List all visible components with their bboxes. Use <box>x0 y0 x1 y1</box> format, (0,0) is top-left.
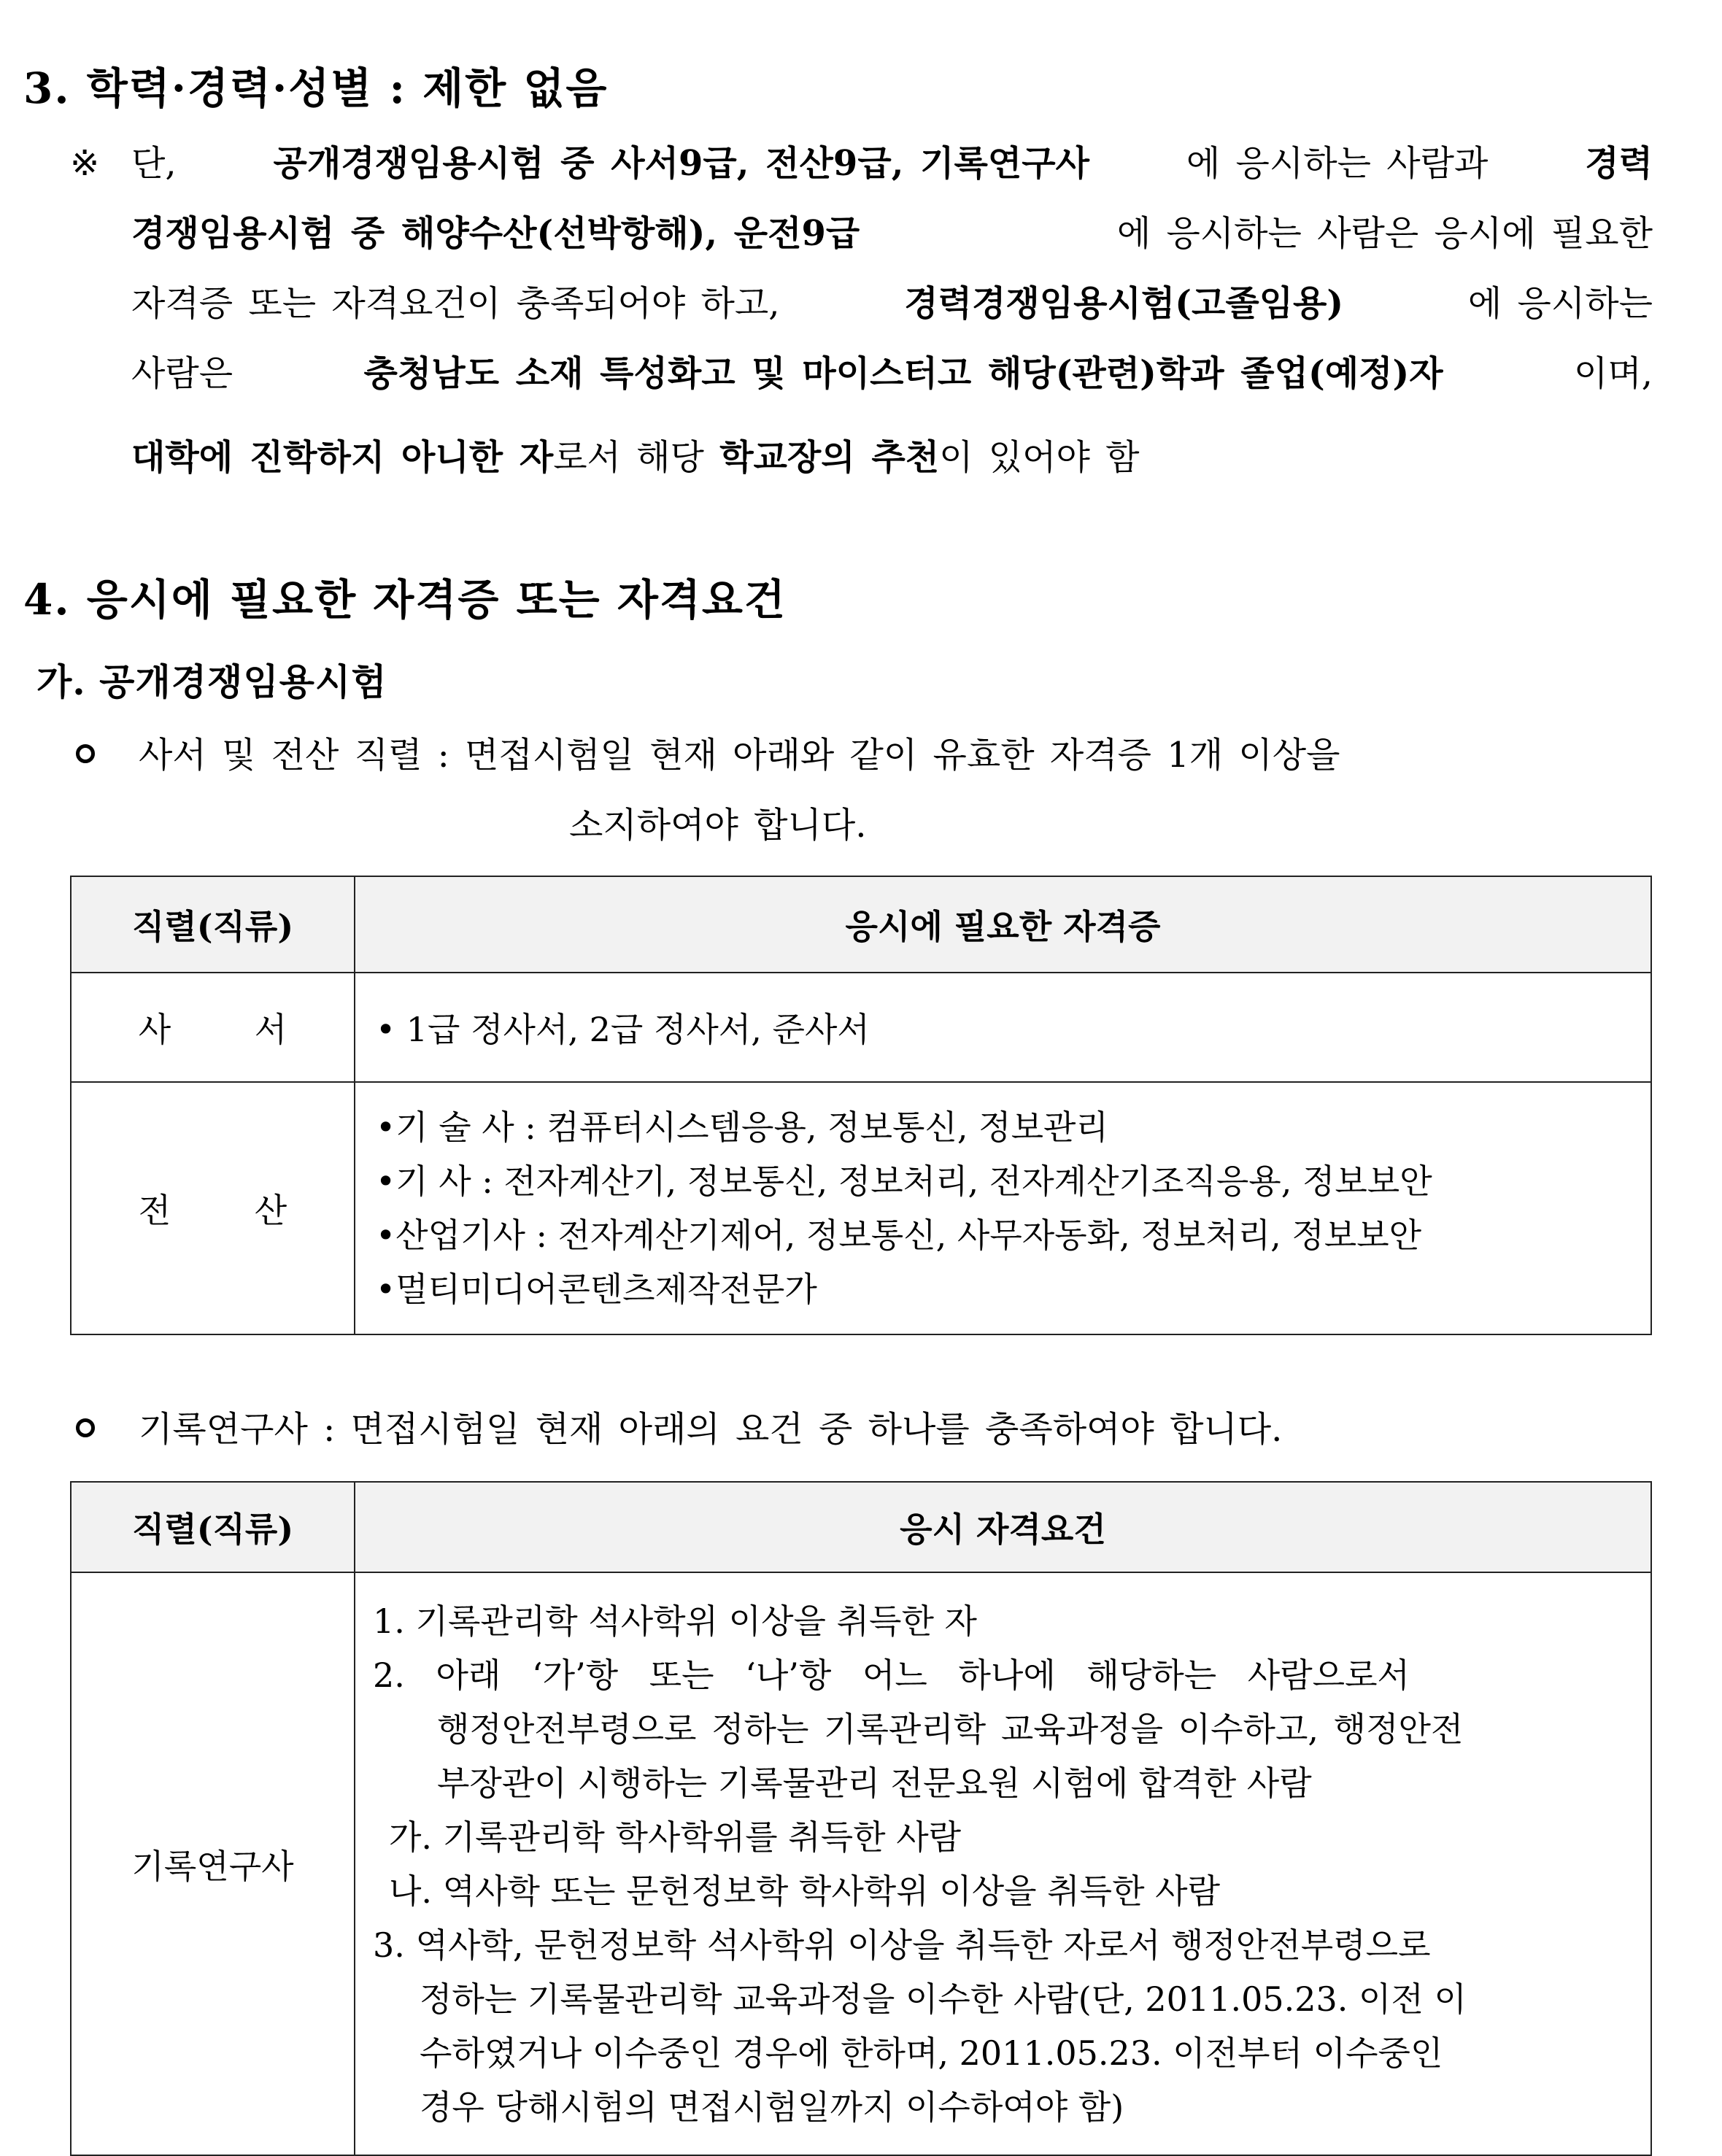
table2-col-header-requirement: 응시 자격요건 <box>355 1482 1651 1572</box>
text-run: 경쟁임용시험 중 해양수산(선박항해), 운전9급 <box>131 213 860 254</box>
requirement-line: 3. 역사학, 문헌정보학 석사학위 이상을 취득한 자로서 행정안전부령으로 <box>373 1925 1431 1965</box>
requirement-line: 경우 당해시험의 면접시험일까지 이수하여야 함) <box>420 2087 1124 2127</box>
certificate-table <box>70 876 1652 1335</box>
text-run: 충청남도 소재 특성화고 및 마이스터고 해당(관련)학과 졸업(예정)자 <box>363 353 1443 394</box>
table1-row-librarian-label: 사 서 <box>71 973 355 1082</box>
table2-row-archivist-value <box>355 1572 1651 2155</box>
item1-line2: 소지하여야 합니다. <box>569 805 867 846</box>
requirement-line: 1. 기록관리학 석사학위 이상을 취득한 자 <box>373 1601 977 1641</box>
section3-heading: 3. 학력·경력·성별 : 제한 없음 <box>23 63 609 113</box>
table1-row-computing-value <box>355 1082 1651 1334</box>
subsection-a-heading: 가. 공개경쟁임용시험 <box>36 660 387 703</box>
circle-bullet-icon <box>76 1418 95 1437</box>
requirement-line: 수하였거나 이수중인 경우에 한하며, 2011.05.23. 이전부터 이수중인 <box>420 2033 1443 2073</box>
text-run: 로서 해당 <box>553 437 720 478</box>
text-run: 대학에 진학하지 아니한 자 <box>131 437 554 478</box>
cert-line: •산업기사 : 전자계산기제어, 정보통신, 사무자동화, 정보처리, 정보보안 <box>376 1216 1422 1255</box>
text-run: 에 응시하는 사람은 응시에 필요한 <box>1116 213 1653 254</box>
section4-heading: 4. 응시에 필요한 자격증 또는 자격요건 <box>23 575 787 625</box>
text-run: 에 응시하는 사람과 <box>1186 143 1489 184</box>
requirement-line: 정하는 기록물관리학 교육과정을 이수한 사람(단, 2011.05.23. 이전 이 <box>420 1979 1467 2019</box>
note-line-4 <box>131 353 1653 394</box>
requirement-table <box>70 1481 1652 2156</box>
text-run: 사람은 <box>131 353 233 394</box>
text-run: 공개경쟁임용시험 중 사서9급, 전산9급, 기록연구사 <box>273 143 1089 184</box>
item2-line: 기록연구사 : 면접시험일 현재 아래의 요건 중 하나를 충족하여야 합니다. <box>139 1409 1283 1450</box>
table1-col-header-series: 직렬(직류) <box>71 876 355 973</box>
table2-col-header-series: 직렬(직류) <box>71 1482 355 1572</box>
cert-line: •멀티미디어콘텐츠제작전문가 <box>376 1270 817 1309</box>
note-line-5 <box>131 437 1140 478</box>
note-line-2 <box>131 213 1653 254</box>
note-line-1 <box>131 143 1653 184</box>
text-run: 자격증 또는 자격요건이 충족되어야 하고, <box>131 283 780 324</box>
text-run: 단, <box>131 143 177 184</box>
text-run: 이며, <box>1573 353 1653 394</box>
table2-row-archivist-label: 기록연구사 <box>71 1572 355 2155</box>
requirement-line: 가. 기록관리학 학사학위를 취득한 사람 <box>389 1817 962 1857</box>
item1-line1: 사서 및 전산 직렬 : 면접시험일 현재 아래와 같이 유효한 자격증 1개 이상을 <box>139 735 1340 776</box>
requirement-line: 행정안전부령으로 정하는 기록관리학 교육과정을 이수하고, 행정안전 <box>437 1709 1464 1749</box>
text-run: 이 있어야 함 <box>939 437 1140 478</box>
requirement-line: 2. 아래 ‘가’항 또는 ‘나’항 어느 하나에 해당하는 사람으로서 <box>373 1655 1410 1695</box>
circle-bullet-icon <box>76 744 95 763</box>
text-run: 학교장의 추천 <box>719 437 940 478</box>
cert-line: •기 사 : 전자계산기, 정보통신, 정보처리, 전자계산기조직응용, 정보보안 <box>376 1162 1432 1201</box>
requirement-line: 부장관이 시행하는 기록물관리 전문요원 시험에 합격한 사람 <box>437 1763 1312 1803</box>
text-run: 에 응시하는 <box>1467 283 1653 324</box>
text-run: 경력경쟁임용시험(고졸임용) <box>904 283 1344 324</box>
cert-line: •기 술 사 : 컴퓨터시스템응용, 정보통신, 정보관리 <box>376 1108 1108 1147</box>
table1-row-computing-label: 전 산 <box>71 1082 355 1334</box>
text-run: 경력 <box>1585 143 1653 184</box>
table1-col-header-certificate: 응시에 필요한 자격증 <box>355 876 1651 973</box>
note-mark: ※ <box>70 143 100 184</box>
requirement-line: 나. 역사학 또는 문헌정보학 학사학위 이상을 취득한 사람 <box>389 1871 1221 1911</box>
note-line-3 <box>131 283 1653 324</box>
table1-row-librarian-value: • 1급 정사서, 2급 정사서, 준사서 <box>355 973 1651 1082</box>
